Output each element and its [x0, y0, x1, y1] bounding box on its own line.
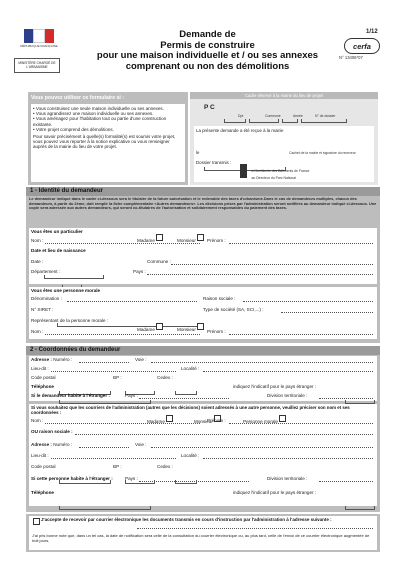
ministere-label: MINISTÈRE CHARGÉ DE L'URBANISME — [18, 60, 56, 69]
col-annee: Année — [293, 114, 303, 118]
commune-label: Commune : — [147, 259, 171, 264]
email-accept-checkbox[interactable] — [33, 518, 40, 525]
email-accept-note: J'ai pris bonne note que, dans un tel cas, la date de notification sera celle de la consultation du courrier électronique ou, au plus tard, celle de l'envoi de ce courrier électronique augmentée de huit jours. — [32, 533, 370, 543]
intro-heading: Vous pouvez utiliser ce formulaire si : — [31, 95, 125, 101]
mairie-inner — [194, 126, 374, 182]
republique-label: RÉPUBLIQUE FRANÇAISE — [20, 44, 58, 48]
le-label: le — [196, 150, 200, 155]
dest-nom-field[interactable] — [45, 418, 200, 424]
rep-madame-label: Madame — [137, 327, 155, 332]
particulier-box — [29, 228, 377, 284]
pc-label: P C — [204, 104, 215, 111]
section2-heading: 2 - Coordonnées du demandeur — [26, 346, 380, 355]
voie-field[interactable] — [151, 357, 373, 363]
ou-raison-field[interactable] — [75, 429, 373, 435]
mairie-panel — [190, 92, 378, 185]
page-number: 1/12 — [366, 29, 378, 35]
section1-heading: 1 - Identité du demandeur — [26, 187, 380, 196]
type-societe-label: Type de société (SA, SCI,...) : — [203, 307, 264, 312]
section1-warning: Le demandeur indiqué dans le cadre ci-dessous sera le titulaire de la future autorisation et le redevable des taxes d'urbanisme.Dans le cas de demandeurs multiples, chacun des demandeurs, à partir du 2ème, doit remplir la fiche complémentaire «Autres demandeurs». Les décisions prises par l'administration seront notifiées au demandeur indiqué ci-dessous. Une copie sera adressée aux autres demandeurs, qui seront co-titulaires de l'autorisation et solidairement responsables du paiement des taxes. — [29, 196, 377, 211]
intro-content — [31, 104, 185, 182]
rep-prenom-field[interactable] — [229, 329, 373, 335]
representant-label: Représentant de la personne morale : — [31, 318, 109, 323]
lieudit-label: Lieu-dit : — [31, 366, 49, 371]
dest-monsieur-label: Monsieur — [194, 419, 213, 424]
prenom-label: Prénom : — [207, 238, 226, 243]
section-coordonnees — [26, 346, 380, 512]
form-title — [70, 30, 345, 72]
division-label: Division territoriale : — [267, 393, 308, 398]
dest-morale-label: Personne morale — [243, 419, 278, 424]
monsieur-label: Monsieur — [177, 238, 196, 243]
rep-prenom-label: Prénom : — [207, 329, 226, 334]
dest-pays-label: Pays : — [125, 476, 138, 481]
cerfa-logo: cerfa — [344, 38, 380, 54]
intro-bullet-3: • Vous aménagez pour l'habitation tout ou partie d'une construction existante. — [33, 116, 167, 127]
dest-etranger-label: Si cette personne habite à l'étranger : — [31, 476, 113, 481]
localite-label: Localité : — [181, 366, 200, 371]
section-identite — [26, 187, 380, 343]
denomination-label: Dénomination : — [31, 296, 62, 301]
dest-indicatif-label: indiquez l'indicatif pour le pays étranger : — [233, 490, 317, 495]
transmis-label: Dossier transmis : — [196, 160, 232, 165]
morale-title: Vous êtes une personne morale — [31, 288, 101, 293]
indicatif-label: indiquez l'indicatif pour le pays étranger : — [233, 384, 317, 389]
dest-lieudit-label: Lieu-dit : — [31, 453, 49, 458]
cedex-label: Cedex : — [157, 375, 173, 380]
intro-note: Pour savoir précisément à quelle(s) formalité(s) est soumis votre projet, vous pouvez vous reporter à la notice explicative ou vous renseigner auprès de la mairie du lieu de votre projet. — [33, 134, 176, 150]
madame-label: Madame — [137, 238, 155, 243]
division-field[interactable] — [319, 393, 373, 399]
nom-field[interactable] — [45, 238, 200, 244]
pays-field[interactable] — [147, 269, 373, 275]
dest-nom-label: Nom : — [31, 418, 44, 423]
type-societe-field[interactable] — [281, 307, 373, 313]
email-accept-label: J'accepte de recevoir par courrier électronique les documents transmis en cours d'instruction par l'administration à l'adresse suivante : — [41, 517, 332, 522]
email-accept-box — [29, 516, 377, 550]
dest-numero-label: Numéro : — [53, 442, 73, 447]
pays-label-2: Pays : — [125, 393, 138, 398]
raison-sociale-field[interactable] — [243, 296, 373, 302]
rep-nom-label: Nom : — [31, 329, 44, 334]
marianne-logo — [24, 29, 54, 43]
intro-bullet-2: • Vous agrandissez une maison individuelle ou ses annexes. — [33, 111, 154, 117]
dest-telephone-label: Téléphone — [31, 490, 54, 495]
ou-raison-label: OU raison sociale : — [31, 429, 73, 434]
particulier-title: Vous êtes un particulier — [31, 229, 83, 234]
dest-telephone-field[interactable] — [59, 492, 151, 510]
numero-field[interactable] — [79, 357, 129, 363]
date-label: Date : — [31, 259, 44, 264]
rep-nom-field[interactable] — [45, 329, 200, 335]
lieudit-field[interactable] — [51, 366, 176, 372]
pc-col-labels — [238, 114, 378, 118]
pc-number-field[interactable] — [224, 105, 364, 112]
pays-field-2[interactable] — [139, 393, 229, 399]
naissance-title: Date et lieu de naissance — [31, 248, 86, 253]
voie-label: Voie : — [135, 357, 147, 362]
mairie-heading: Cadre réservé à la mairie du lieu de projet — [190, 92, 378, 99]
courriers-question: Si vous souhaitez que les courriers de l'administration (autres que les décisions) soient adressés à une autre personne, veuillez préciser son nom et ses coordonnées : — [31, 405, 350, 415]
telephone-label: Téléphone — [31, 384, 54, 389]
transmis-parc[interactable] — [239, 166, 296, 184]
depose-label: La présente demande a été reçue à la mairie — [196, 128, 284, 133]
transmis-parc-checkbox[interactable] — [240, 171, 247, 178]
prenom-field[interactable] — [229, 238, 373, 244]
title-line2: Permis de construire — [160, 39, 255, 51]
intro-bullet-1: • Vous construisez une seule maison individuelle ou ses annexes. — [33, 106, 164, 111]
denomination-field[interactable] — [67, 296, 197, 302]
transmis-abf-label: à l'Architecte des Bâtiments de France — [251, 169, 310, 173]
dest-bp-label: BP : — [113, 464, 122, 469]
dest-lieudit-field[interactable] — [51, 453, 176, 459]
title-line3: pour une maison individuelle et / ou ses annexes — [96, 50, 319, 61]
cerfa-number: N° 13406*07 — [339, 55, 363, 60]
nom-label: Nom : — [31, 238, 44, 243]
title-line1: Demande de — [179, 29, 236, 40]
intro-panel — [28, 92, 188, 185]
dest-localite-field[interactable] — [203, 453, 373, 459]
dest-pays-field[interactable] — [139, 476, 249, 482]
transmis-parc-label: au Directeur du Parc National — [251, 176, 296, 180]
email-field[interactable] — [137, 523, 373, 529]
col-commune: Commune — [265, 114, 281, 118]
pays-label: Pays : — [133, 269, 146, 274]
col-dpt: Dpt — [238, 114, 244, 118]
rep-monsieur-label: Monsieur — [177, 327, 196, 332]
etranger-label: Si le demandeur habite à l'étranger : — [31, 393, 110, 398]
dest-voie-field[interactable] — [151, 442, 373, 448]
dest-adresse-label: Adresse : — [31, 442, 52, 447]
numero-label: Numéro : — [53, 357, 73, 362]
dest-madame-label: Madame — [147, 419, 165, 424]
intro-bullet-4: • Votre projet comprend des démolitions. — [33, 126, 114, 132]
personne-morale-box — [29, 287, 377, 339]
commune-field[interactable] — [171, 259, 373, 265]
cachet-label: Cachet de la mairie et signature du receveur — [289, 151, 356, 155]
bp-label: BP : — [113, 375, 122, 380]
adresse-box — [29, 356, 377, 401]
adresse-label: Adresse : — [31, 357, 52, 362]
dest-cedex-label: Cedex : — [157, 464, 173, 469]
siret-label: N° SIRET : — [31, 307, 54, 312]
dest-prenom-field[interactable] — [229, 418, 373, 424]
dest-voie-label: Voie : — [135, 442, 147, 447]
title-line4: comprenant ou non des démolitions — [125, 60, 290, 72]
codepostal-label: Code postal — [31, 375, 56, 380]
col-dossier: N° de dossier — [315, 114, 336, 118]
email-accept-panel — [26, 514, 380, 552]
dest-indicatif-field[interactable] — [345, 492, 375, 510]
dest-division-label: Division territoriale : — [267, 476, 308, 481]
localite-field[interactable] — [203, 366, 373, 372]
dest-prenom-label: Prénom : — [207, 418, 226, 423]
raison-sociale-label: Raison sociale : — [203, 296, 236, 301]
dest-codepostal-label: Code postal — [31, 464, 56, 469]
departement-label: Département : — [31, 269, 61, 274]
autre-personne-box — [29, 404, 377, 506]
dest-numero-field[interactable] — [79, 442, 129, 448]
dest-division-field[interactable] — [319, 476, 373, 482]
ministere-box — [14, 58, 60, 73]
dest-localite-label: Localité : — [181, 453, 200, 458]
